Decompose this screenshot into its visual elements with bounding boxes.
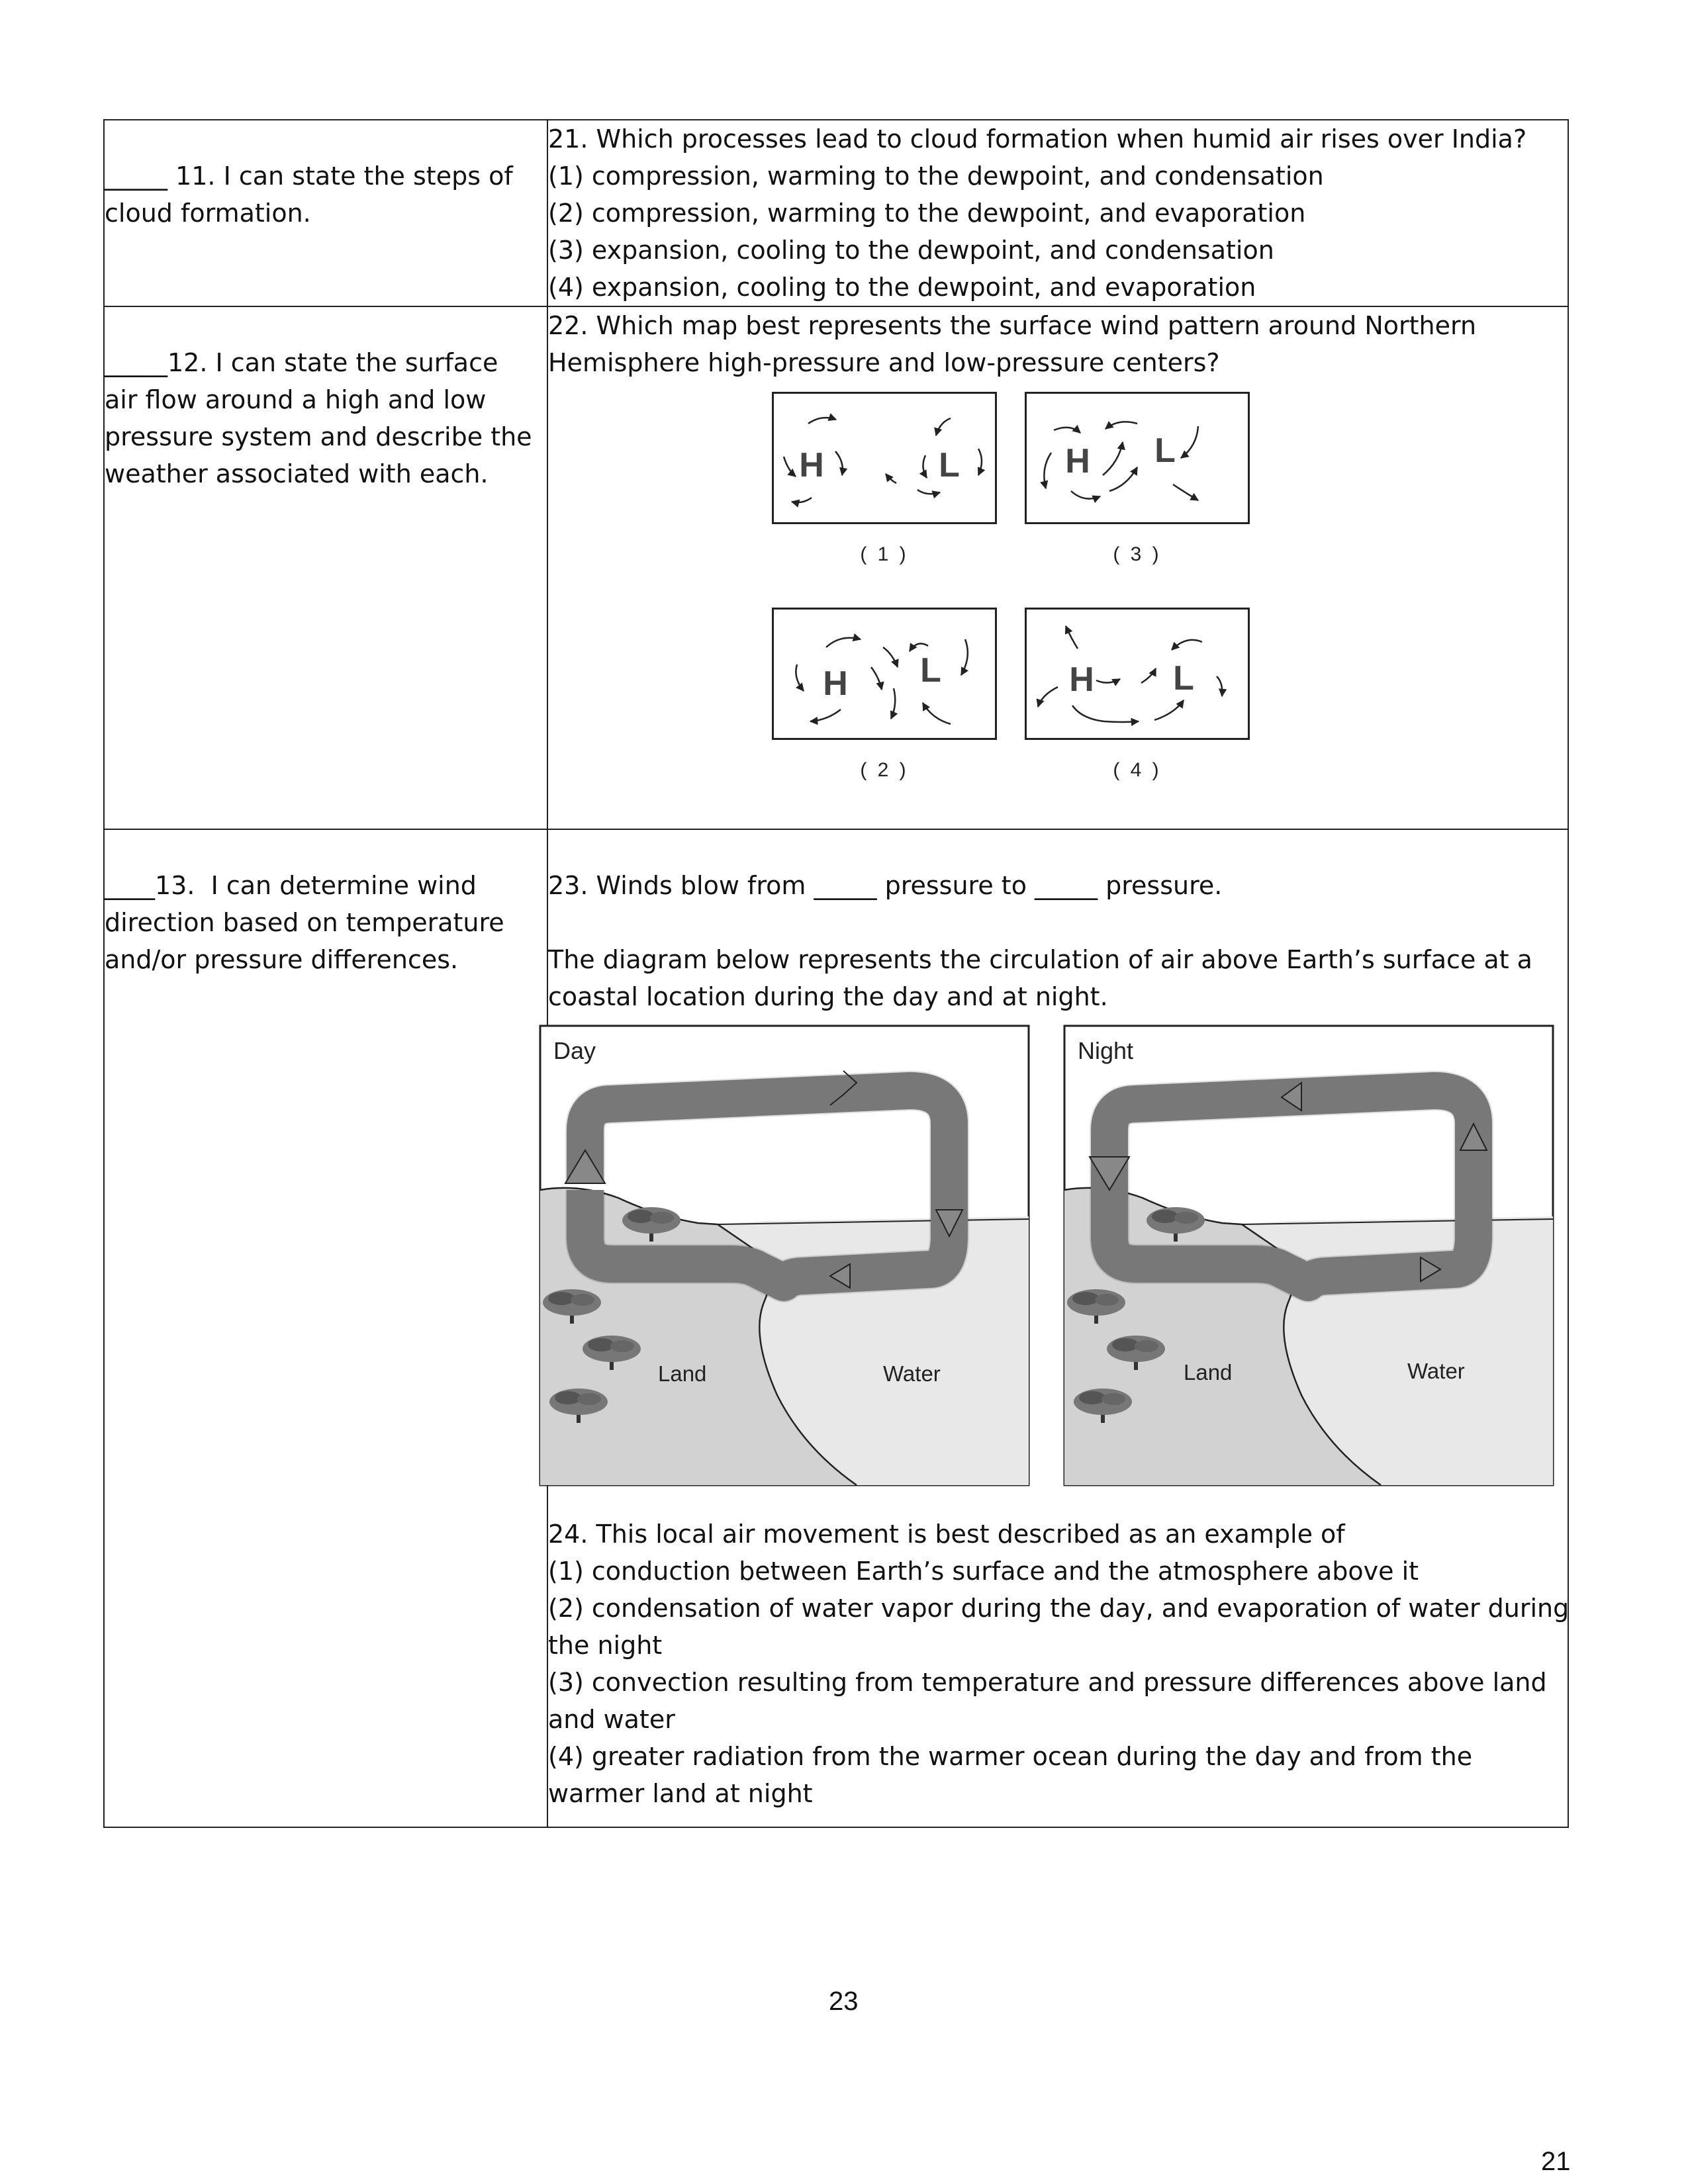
map-2-low-label: L [920,651,941,690]
wind-map-choices [772,392,1262,829]
question-22-line-2: Hemisphere high-pressure and low-pressure centers? [548,348,1220,377]
night-panel [1063,1024,1554,1486]
page-number-center: 23 [829,1987,859,2016]
day-land-label: Land [658,1361,707,1386]
map-3-high-label: H [1065,442,1090,480]
objective-11 [104,120,547,306]
question-21 [547,120,1568,306]
objective-13-line-1: 13. I can determine wind [155,871,477,900]
night-land-label: Land [1184,1360,1233,1385]
answer-blank-13[interactable]: ____ [105,871,155,900]
q21-choice-2: (2) compression, warming to the dewpoint, and evaporation [548,199,1306,228]
wind-map-1[interactable] [772,392,997,524]
day-panel [539,1024,1030,1486]
q23-text-middle: pressure to [876,871,1035,900]
q23-blank-1[interactable]: _____ [814,871,877,900]
night-label: Night [1078,1037,1134,1064]
question-21-text: 21. Which processes lead to cloud formation when humid air rises over India? [548,124,1527,154]
q24-choice-3-cont: and water [548,1705,675,1734]
map-3-caption: ( 3 ) [1113,543,1162,565]
answer-blank-12[interactable]: _____ [105,348,167,377]
map-4-caption: ( 4 ) [1113,759,1162,781]
page-number-corner: 21 [1541,2147,1571,2176]
objective-12-line-1: 12. I can state the surface [167,348,498,377]
map-2-caption: ( 2 ) [860,759,909,781]
objective-12-line-3: pressure system and describe the [105,422,532,451]
day-label: Day [553,1037,596,1064]
answer-blank-11[interactable]: _____ [105,161,167,191]
map-4-low-label: L [1173,659,1194,698]
map-3-low-label: L [1154,432,1176,470]
objective-13-line-2: direction based on temperature [105,908,504,937]
objective-12-line-2: air flow around a high and low [105,385,487,414]
wind-map-3[interactable] [1025,392,1250,524]
wind-map-4[interactable] [1025,608,1250,740]
wind-map-2[interactable] [772,608,997,740]
q21-choice-4: (4) expansion, cooling to the dewpoint, and evaporation [548,273,1256,302]
map-2-high-label: H [823,664,848,703]
questions-23-24 [547,829,1568,1827]
map-1-low-label: L [939,446,960,484]
q24-choice-1: (1) conduction between Earth’s surface and the atmosphere above it [548,1557,1419,1586]
objective-12-line-4: weather associated with each. [105,459,489,488]
diagram-intro-line-1: The diagram below represents the circulation of air above Earth’s surface at a [548,945,1532,974]
q23-blank-2[interactable]: _____ [1035,871,1098,900]
sea-land-breeze-diagram [539,1024,1561,1486]
objective-12 [104,306,547,829]
q24-choice-2-cont: the night [548,1631,663,1660]
question-23 [548,867,1568,904]
question-22-line-1: 22. Which map best represents the surface wind pattern around Northern [548,311,1477,340]
q23-text-end: pressure. [1098,871,1223,900]
map-4-high-label: H [1069,660,1094,699]
row-13 [104,829,1568,1827]
night-water-label: Water [1407,1359,1465,1383]
map-1-caption: ( 1 ) [860,543,909,565]
row-11 [104,120,1568,306]
q21-choice-1: (1) compression, warming to the dewpoint, and condensation [548,161,1324,191]
q24-choice-4-cont: warmer land at night [548,1779,813,1808]
question-24-text: 24. This local air movement is best described as an example of [548,1520,1345,1549]
worksheet-table [103,119,1569,1828]
objective-13-line-3: and/or pressure differences. [105,945,459,974]
q24-choice-2: (2) condensation of water vapor during the day, and evaporation of water during [548,1594,1570,1623]
objective-13 [104,829,547,1827]
objective-11-line-1: 11. I can state the steps of [167,161,513,191]
map-1-high-label: H [799,446,824,484]
q24-choice-3: (3) convection resulting from temperature and pressure differences above land [548,1668,1547,1697]
q24-choice-4: (4) greater radiation from the warmer ocean during the day and from the [548,1742,1473,1771]
objective-11-line-2: cloud formation. [105,199,311,228]
row-12 [104,306,1568,829]
day-water-label: Water [883,1361,941,1386]
diagram-intro-line-2: coastal location during the day and at night. [548,982,1108,1011]
question-22 [547,306,1568,829]
q21-choice-3: (3) expansion, cooling to the dewpoint, and condensation [548,236,1274,265]
q23-text-start: 23. Winds blow from [548,871,814,900]
